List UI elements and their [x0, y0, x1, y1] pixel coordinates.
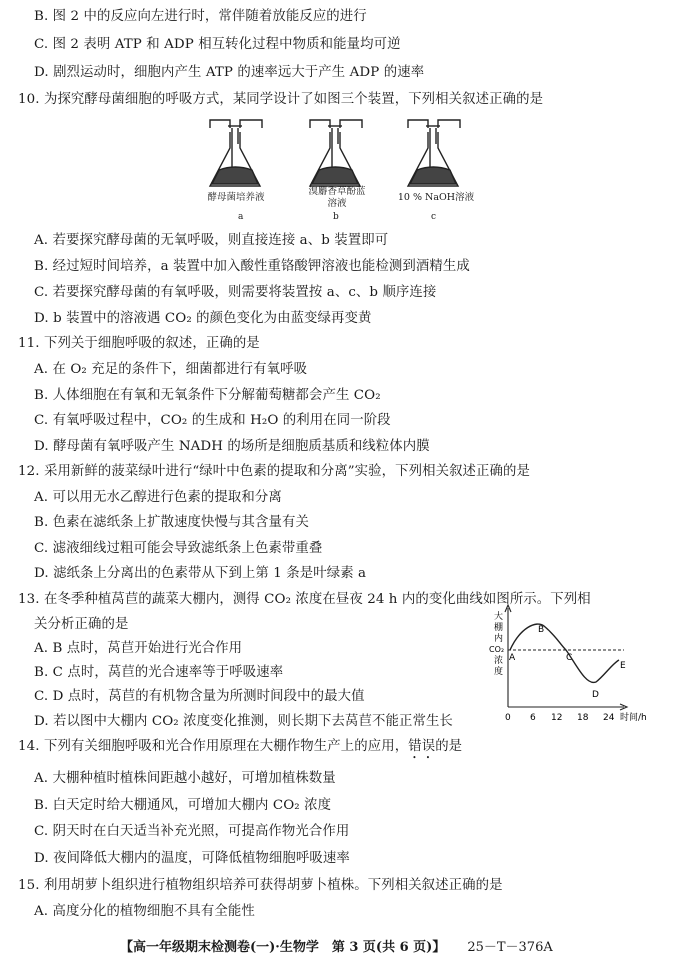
graph-point-d: D [592, 690, 599, 700]
graph-xtick-12: 12 [551, 713, 563, 723]
q11-option-d: D. 酵母菌有氧呼吸产生 NADH 的场所是细胞质基质和线粒体内膜 [34, 439, 430, 454]
footer-title: 【高一年级期末检测卷(一)·生物学 第 3 页(共 6 页)】 [120, 940, 446, 955]
footer-code: 25－T－376A [467, 940, 553, 955]
q10-option-c: C. 若要探究酵母菌的有氧呼吸，则需要将装置按 a、c、b 顺序连接 [34, 285, 437, 300]
q12-option-a: A. 可以用无水乙醇进行色素的提取和分离 [34, 490, 282, 505]
q9-option-d: D. 剧烈运动时，细胞内产生 ATP 的速率远大于产生 ADP 的速率 [34, 65, 425, 80]
graph-point-a: A [509, 653, 516, 663]
graph-xtick-0: 0 [505, 713, 511, 723]
q12-stem: 12. 采用新鲜的菠菜绿叶进行“绿叶中色素的提取和分离”实验，下列相关叙述正确的是 [18, 464, 531, 479]
q12-option-b: B. 色素在滤纸条上扩散速度快慢与其含量有关 [34, 515, 309, 530]
q13-option-a: A. B 点时，莴苣开始进行光合作用 [34, 641, 243, 656]
q14-option-a: A. 大棚种植时植株间距越小越好，可增加植株数量 [34, 771, 336, 786]
q13-option-c: C. D 点时，莴苣的有机物含量为所测时间段中的最大值 [34, 689, 365, 704]
flask-b [310, 120, 362, 186]
graph-point-c: C [566, 653, 573, 663]
q14-option-d: D. 夜间降低大棚内的温度，可降低植物细胞呼吸速率 [34, 851, 350, 866]
q13-option-b: B. C 点时，莴苣的光合速率等于呼吸速率 [34, 665, 284, 680]
q14-stem-before: 14. 下列有关细胞呼吸和光合作用原理在大棚作物生产上的应用， [18, 739, 409, 754]
graph-xtick-6: 6 [530, 713, 536, 723]
q12-option-d: D. 滤纸条上分离出的色素带从下到上第 1 条是叶绿素 a [34, 566, 367, 581]
graph-curve [510, 624, 619, 682]
q13-stem-line-1: 13. 在冬季种植莴苣的蔬菜大棚内，测得 CO₂ 浓度在昼夜 24 h 内的变化曲线如图所示。下列相 [18, 592, 591, 607]
flask-b-letter: b [333, 212, 339, 222]
flask-c [408, 120, 460, 186]
flask-a [210, 120, 262, 186]
q11-option-a: A. 在 O₂ 充足的条件下，细菌都进行有氧呼吸 [34, 362, 308, 377]
q13-stem-line-2: 关分析正确的是 [34, 617, 129, 632]
q13-option-d: D. 若以图中大棚内 CO₂ 浓度变化推测，则长期下去莴苣不能正常生长 [34, 714, 453, 729]
flask-a-letter: a [238, 212, 244, 222]
q11-stem: 11. 下列关于细胞呼吸的叙述，正确的是 [18, 336, 260, 351]
graph-xtick-18: 18 [577, 713, 589, 723]
co2-concentration-graph [486, 602, 666, 732]
q15-option-a: A. 高度分化的植物细胞不具有全能性 [34, 904, 255, 919]
q10-stem: 10. 为探究酵母菌细胞的呼吸方式，某同学设计了如图三个装置，下列相关叙述正确的是 [18, 92, 544, 107]
flask-b-label-2: 溶液 [327, 198, 347, 209]
q14-stem-emphasis: 错误 [408, 739, 436, 754]
page-footer [120, 936, 553, 955]
q11-option-c: C. 有氧呼吸过程中，CO₂ 的生成和 H₂O 的利用在同一阶段 [34, 413, 391, 428]
q14-stem [18, 738, 462, 762]
q11-option-b: B. 人体细胞在有氧和无氧条件下分解葡萄糖都会产生 CO₂ [34, 388, 381, 403]
q15-stem: 15. 利用胡萝卜组织进行植物组织培养可获得胡萝卜植株。下列相关叙述正确的是 [18, 878, 503, 893]
graph-point-b: B [538, 625, 545, 635]
q9-option-c: C. 图 2 表明 ATP 和 ADP 相互转化过程中物质和能量均可逆 [34, 37, 401, 52]
graph-ylabel-2: 内 [494, 634, 504, 644]
graph-x-unit: 时间/h [620, 713, 647, 723]
graph-ylabel-1: 棚 [494, 623, 504, 633]
flask-c-letter: c [431, 212, 437, 222]
graph-xtick-24: 24 [603, 713, 615, 723]
flask-a-label: 酵母菌培养液 [207, 192, 265, 203]
q10-figure [200, 114, 480, 226]
graph-ylabel-3: CO₂ [489, 645, 505, 654]
q14-stem-after: 的是 [435, 739, 463, 754]
q10-option-a: A. 若要探究酵母菌的无氧呼吸，则直接连接 a、b 装置即可 [34, 233, 389, 248]
q14-option-c: C. 阴天时在白天适当补充光照，可提高作物光合作用 [34, 824, 350, 839]
graph-ylabel-5: 度 [494, 667, 504, 677]
q14-option-b: B. 白天定时给大棚通风，可增加大棚内 CO₂ 浓度 [34, 798, 332, 813]
flask-b-label: 溴麝香草酚蓝 [308, 186, 366, 197]
flask-diagram [200, 114, 480, 190]
flask-c-label: 10 % NaOH溶液 [397, 192, 475, 203]
graph-ylabel-4: 浓 [494, 656, 504, 666]
q10-option-b: B. 经过短时间培养，a 装置中加入酸性重铬酸钾溶液也能检测到酒精生成 [34, 259, 470, 274]
q9-option-b: B. 图 2 中的反应向左进行时，常伴随着放能反应的进行 [34, 9, 367, 24]
q12-option-c: C. 滤液细线过粗可能会导致滤纸条上色素带重叠 [34, 541, 323, 556]
graph-ylabel-0: 大 [494, 612, 504, 622]
graph-point-e: E [620, 661, 626, 671]
q10-option-d: D. b 装置中的溶液遇 CO₂ 的颜色变化为由蓝变绿再变黄 [34, 311, 372, 326]
